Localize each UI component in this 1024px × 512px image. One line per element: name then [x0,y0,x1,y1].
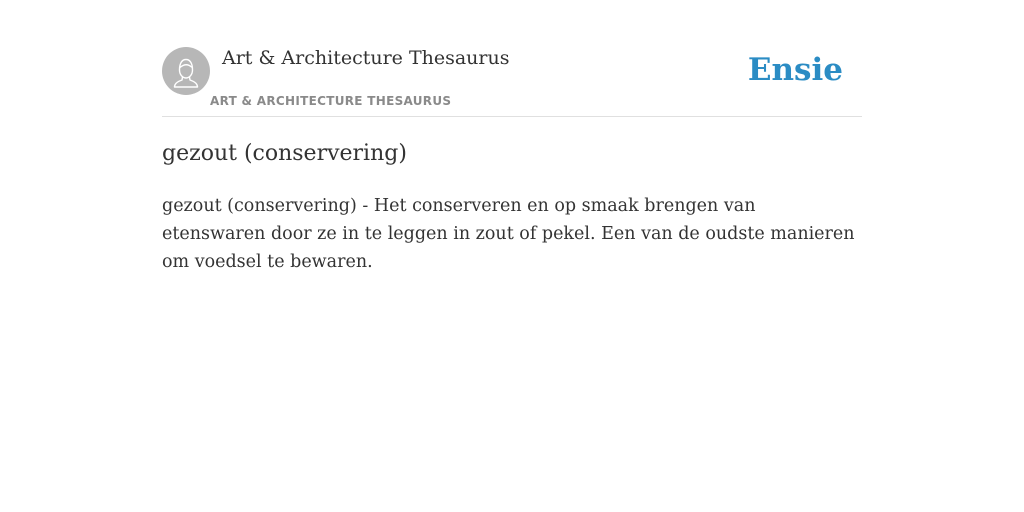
term-definition: gezout (conservering) - Het conserveren en op smaak brengen van etenswaren door ze in te leggen in zout of pekel. Een van de oudste manieren om voedsel te bewaren. [162,196,855,272]
user-silhouette-icon [162,47,210,95]
source-header [162,0,862,117]
term-title: gezout (conservering) [162,141,407,166]
content-container [162,0,862,272]
source-subtitle-link[interactable]: ART & ARCHITECTURE THESAURUS [210,94,452,108]
brand-logo-link[interactable]: Ensie [747,52,843,88]
avatar[interactable] [162,47,210,95]
source-title[interactable]: Art & Architecture Thesaurus [222,47,510,69]
